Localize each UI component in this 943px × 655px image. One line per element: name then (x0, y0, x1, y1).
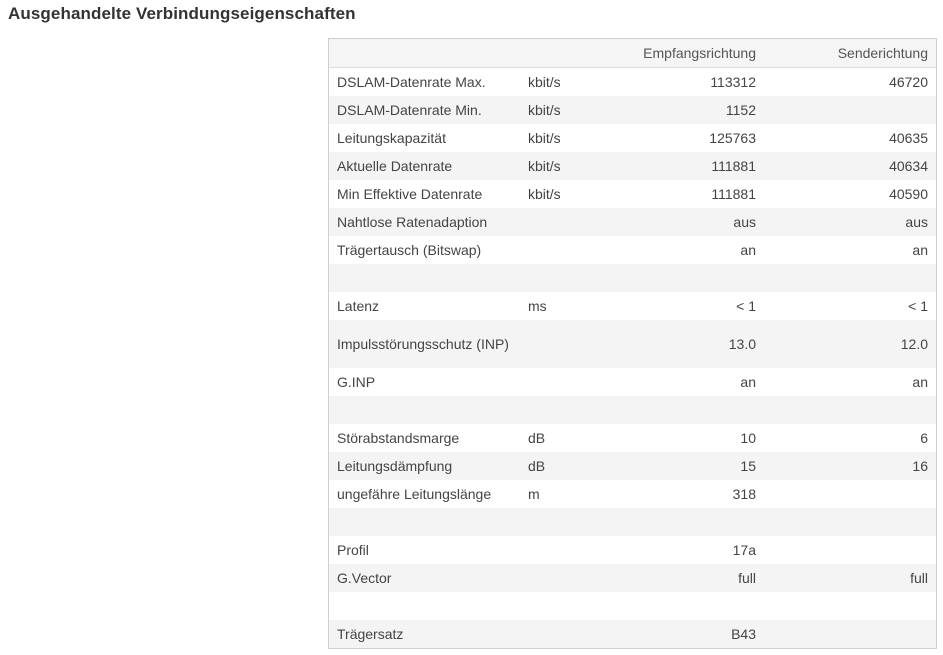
header-send-direction: Senderichtung (764, 39, 936, 68)
row-label: Leitungsdämpfung (329, 452, 524, 480)
row-receive-value: 318 (614, 480, 764, 508)
row-send-value: aus (764, 208, 936, 236)
row-label: Trägertausch (Bitswap) (329, 236, 524, 264)
row-unit: kbit/s (524, 96, 614, 124)
table-spacer-row (329, 264, 936, 292)
row-receive-value: an (614, 236, 764, 264)
row-unit (524, 592, 614, 620)
row-unit (524, 396, 614, 424)
table-row (329, 620, 936, 648)
row-unit (524, 320, 614, 368)
row-unit: kbit/s (524, 68, 614, 97)
header-label (329, 39, 524, 68)
row-label (329, 264, 524, 292)
header-receive-direction: Empfangsrichtung (614, 39, 764, 68)
row-unit (524, 368, 614, 396)
row-send-value (764, 264, 936, 292)
row-receive-value: 111881 (614, 152, 764, 180)
row-send-value (764, 536, 936, 564)
row-receive-value: 1152 (614, 96, 764, 124)
row-send-value: 40634 (764, 152, 936, 180)
connection-properties-table (328, 38, 937, 649)
row-unit: kbit/s (524, 152, 614, 180)
row-unit (524, 536, 614, 564)
row-unit: dB (524, 424, 614, 452)
row-receive-value: < 1 (614, 292, 764, 320)
row-unit: ms (524, 292, 614, 320)
row-receive-value: 10 (614, 424, 764, 452)
row-label (329, 508, 524, 536)
row-receive-value: aus (614, 208, 764, 236)
row-send-value: an (764, 236, 936, 264)
table-spacer-row (329, 508, 936, 536)
table-row (329, 236, 936, 264)
row-unit: m (524, 480, 614, 508)
row-label: DSLAM-Datenrate Min. (329, 96, 524, 124)
row-send-value: 16 (764, 452, 936, 480)
table-spacer-row (329, 396, 936, 424)
row-send-value: < 1 (764, 292, 936, 320)
row-send-value: 46720 (764, 68, 936, 97)
row-unit: kbit/s (524, 124, 614, 152)
row-receive-value: an (614, 368, 764, 396)
row-label: Störabstandsmarge (329, 424, 524, 452)
row-receive-value: 125763 (614, 124, 764, 152)
row-receive-value: 113312 (614, 68, 764, 97)
row-unit: kbit/s (524, 180, 614, 208)
row-unit (524, 564, 614, 592)
row-label: Min Effektive Datenrate (329, 180, 524, 208)
table-row (329, 320, 936, 368)
row-unit (524, 264, 614, 292)
page-title: Ausgehandelte Verbindungseigenschaften (8, 4, 356, 23)
row-label: Impulsstörungsschutz (INP) (329, 320, 524, 368)
table-header-row (329, 39, 936, 68)
row-unit (524, 508, 614, 536)
row-send-value (764, 396, 936, 424)
row-send-value: 6 (764, 424, 936, 452)
row-label: Latenz (329, 292, 524, 320)
row-receive-value: 111881 (614, 180, 764, 208)
table-row (329, 564, 936, 592)
row-send-value (764, 620, 936, 648)
table-row (329, 96, 936, 124)
table-row (329, 208, 936, 236)
table-row (329, 68, 936, 97)
row-label: G.INP (329, 368, 524, 396)
table-row (329, 480, 936, 508)
row-receive-value (614, 592, 764, 620)
table-row (329, 152, 936, 180)
row-receive-value: 13.0 (614, 320, 764, 368)
table-spacer-row (329, 592, 936, 620)
table-row (329, 292, 936, 320)
row-unit: dB (524, 452, 614, 480)
row-unit (524, 236, 614, 264)
row-label: Trägersatz (329, 620, 524, 648)
row-receive-value (614, 508, 764, 536)
row-label: Leitungskapazität (329, 124, 524, 152)
row-receive-value: B43 (614, 620, 764, 648)
table-row (329, 452, 936, 480)
table-row (329, 180, 936, 208)
header-unit (524, 39, 614, 68)
table-row (329, 368, 936, 396)
row-receive-value: 17a (614, 536, 764, 564)
row-label: G.Vector (329, 564, 524, 592)
row-label: Nahtlose Ratenadaption (329, 208, 524, 236)
row-label: DSLAM-Datenrate Max. (329, 68, 524, 97)
table-row (329, 124, 936, 152)
row-label: Aktuelle Datenrate (329, 152, 524, 180)
table-row (329, 536, 936, 564)
row-send-value (764, 592, 936, 620)
row-send-value: full (764, 564, 936, 592)
row-receive-value (614, 396, 764, 424)
row-label (329, 592, 524, 620)
row-send-value (764, 508, 936, 536)
row-send-value: 40635 (764, 124, 936, 152)
row-label (329, 396, 524, 424)
row-receive-value: full (614, 564, 764, 592)
row-label: ungefähre Leitungslänge (329, 480, 524, 508)
row-send-value (764, 96, 936, 124)
row-send-value: an (764, 368, 936, 396)
table-row (329, 424, 936, 452)
row-send-value (764, 480, 936, 508)
row-receive-value (614, 264, 764, 292)
row-unit (524, 620, 614, 648)
row-send-value: 40590 (764, 180, 936, 208)
row-send-value: 12.0 (764, 320, 936, 368)
row-label: Profil (329, 536, 524, 564)
row-receive-value: 15 (614, 452, 764, 480)
row-unit (524, 208, 614, 236)
